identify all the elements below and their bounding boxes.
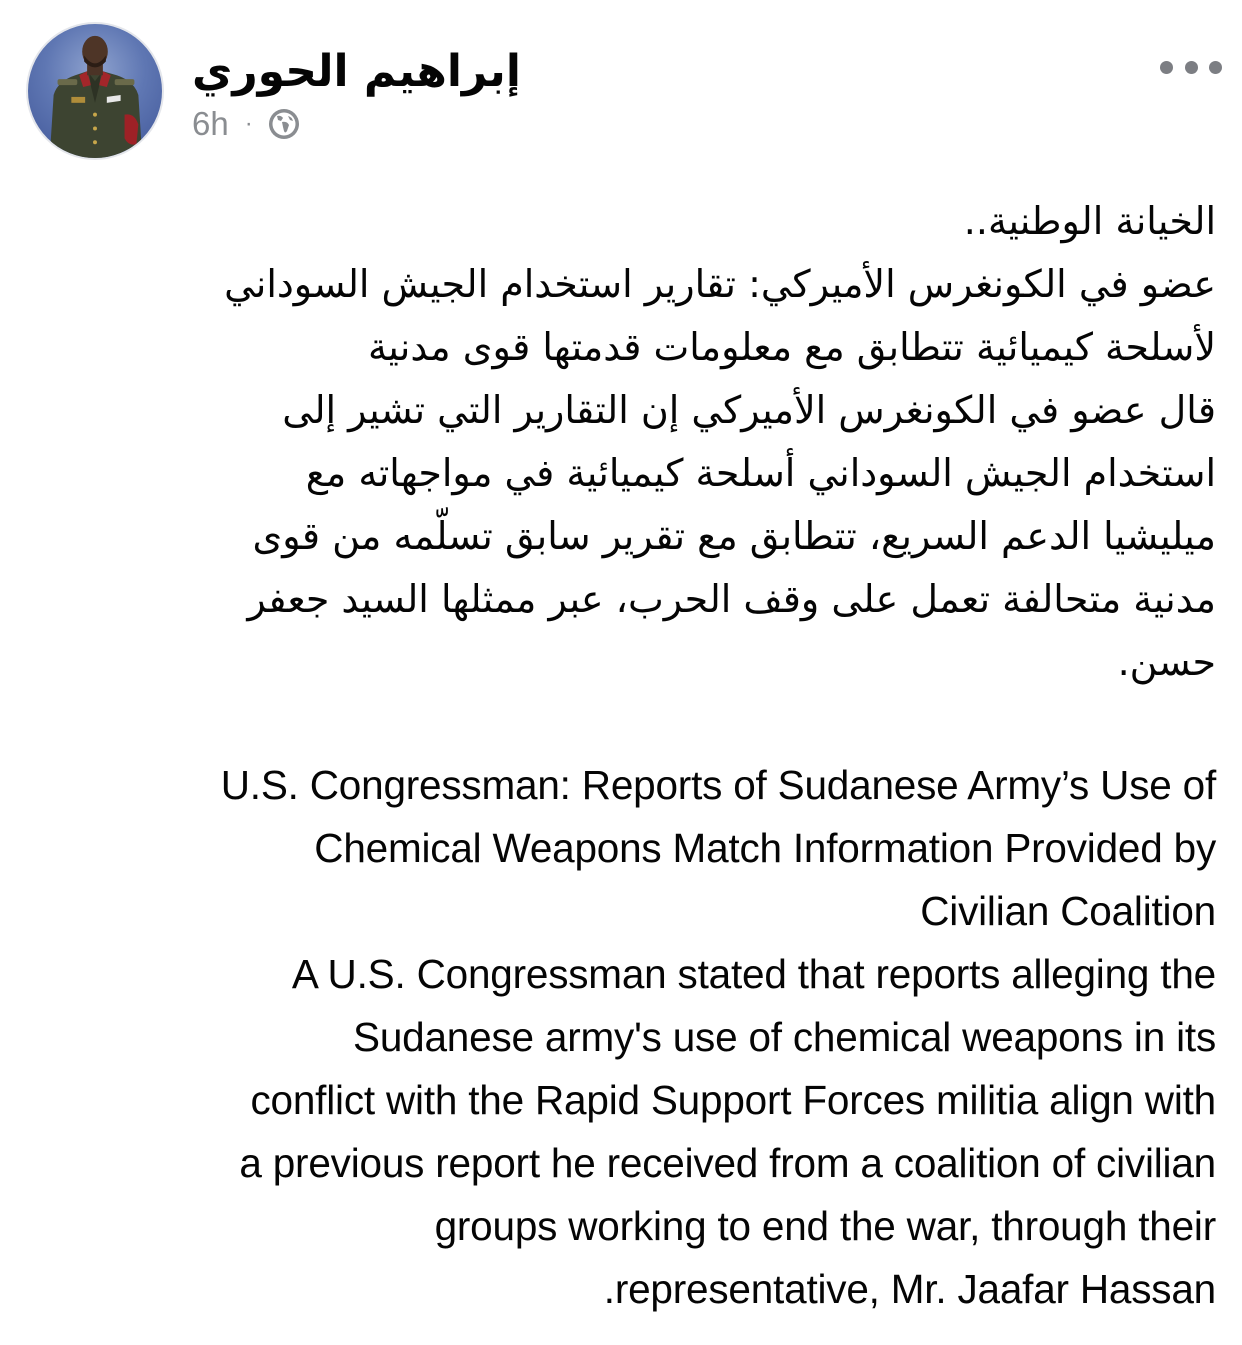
more-options-icon xyxy=(1185,61,1198,74)
arabic-line: عضو في الكونغرس الأميركي: تقارير استخدام الجيش السوداني xyxy=(224,262,1216,306)
english-body-line: A U.S. Congressman stated that reports alleging the xyxy=(291,951,1216,997)
english-body-line: .representative, Mr. Jaafar Hassan xyxy=(603,1266,1216,1312)
profile-photo-icon xyxy=(28,24,162,158)
arabic-line: لأسلحة كيميائية تتطابق مع معلومات قدمتها قوى مدنية xyxy=(367,325,1216,369)
english-headline-line: U.S. Congressman: Reports of Sudanese Army’s Use of xyxy=(220,762,1216,808)
english-body-line: Sudanese army's use of chemical weapons in its xyxy=(353,1014,1216,1060)
english-headline-line: Civilian Coalition xyxy=(920,888,1216,934)
arabic-line: استخدام الجيش السوداني أسلحة كيميائية في مواجهاته مع xyxy=(305,451,1216,495)
post-timestamp[interactable]: 6h xyxy=(192,105,229,142)
arabic-line: ميليشيا الدعم السريع، تتطابق مع تقرير سابق تسلّمه من قوى xyxy=(252,514,1216,558)
arabic-line: مدنية متحالفة تعمل على وقف الحرب، عبر ممثلها السيد جعفر xyxy=(247,577,1216,621)
english-body-line: conflict with the Rapid Support Forces militia align with xyxy=(250,1077,1216,1123)
globe-icon[interactable] xyxy=(267,107,301,141)
more-options-button[interactable] xyxy=(1160,50,1222,84)
post-text-english xyxy=(36,754,1216,1321)
post-header xyxy=(0,0,1242,170)
english-headline-line: Chemical Weapons Match Information Provided by xyxy=(314,825,1216,871)
meta-separator: · xyxy=(244,110,253,137)
arabic-line: حسن. xyxy=(1117,640,1216,684)
post-meta xyxy=(192,104,301,144)
arabic-line: الخيانة الوطنية.. xyxy=(963,199,1216,243)
english-body-line: groups working to end the war, through their xyxy=(434,1203,1216,1249)
more-options-icon xyxy=(1209,61,1222,74)
english-body-line: a previous report he received from a coalition of civilian xyxy=(239,1140,1216,1186)
arabic-line: قال عضو في الكونغرس الأميركي إن التقارير التي تشير إلى xyxy=(282,388,1216,432)
more-options-icon xyxy=(1160,61,1173,74)
author-avatar[interactable] xyxy=(26,22,164,160)
post-text-arabic xyxy=(36,190,1216,694)
author-name[interactable]: إبراهيم الحوري xyxy=(192,46,521,97)
